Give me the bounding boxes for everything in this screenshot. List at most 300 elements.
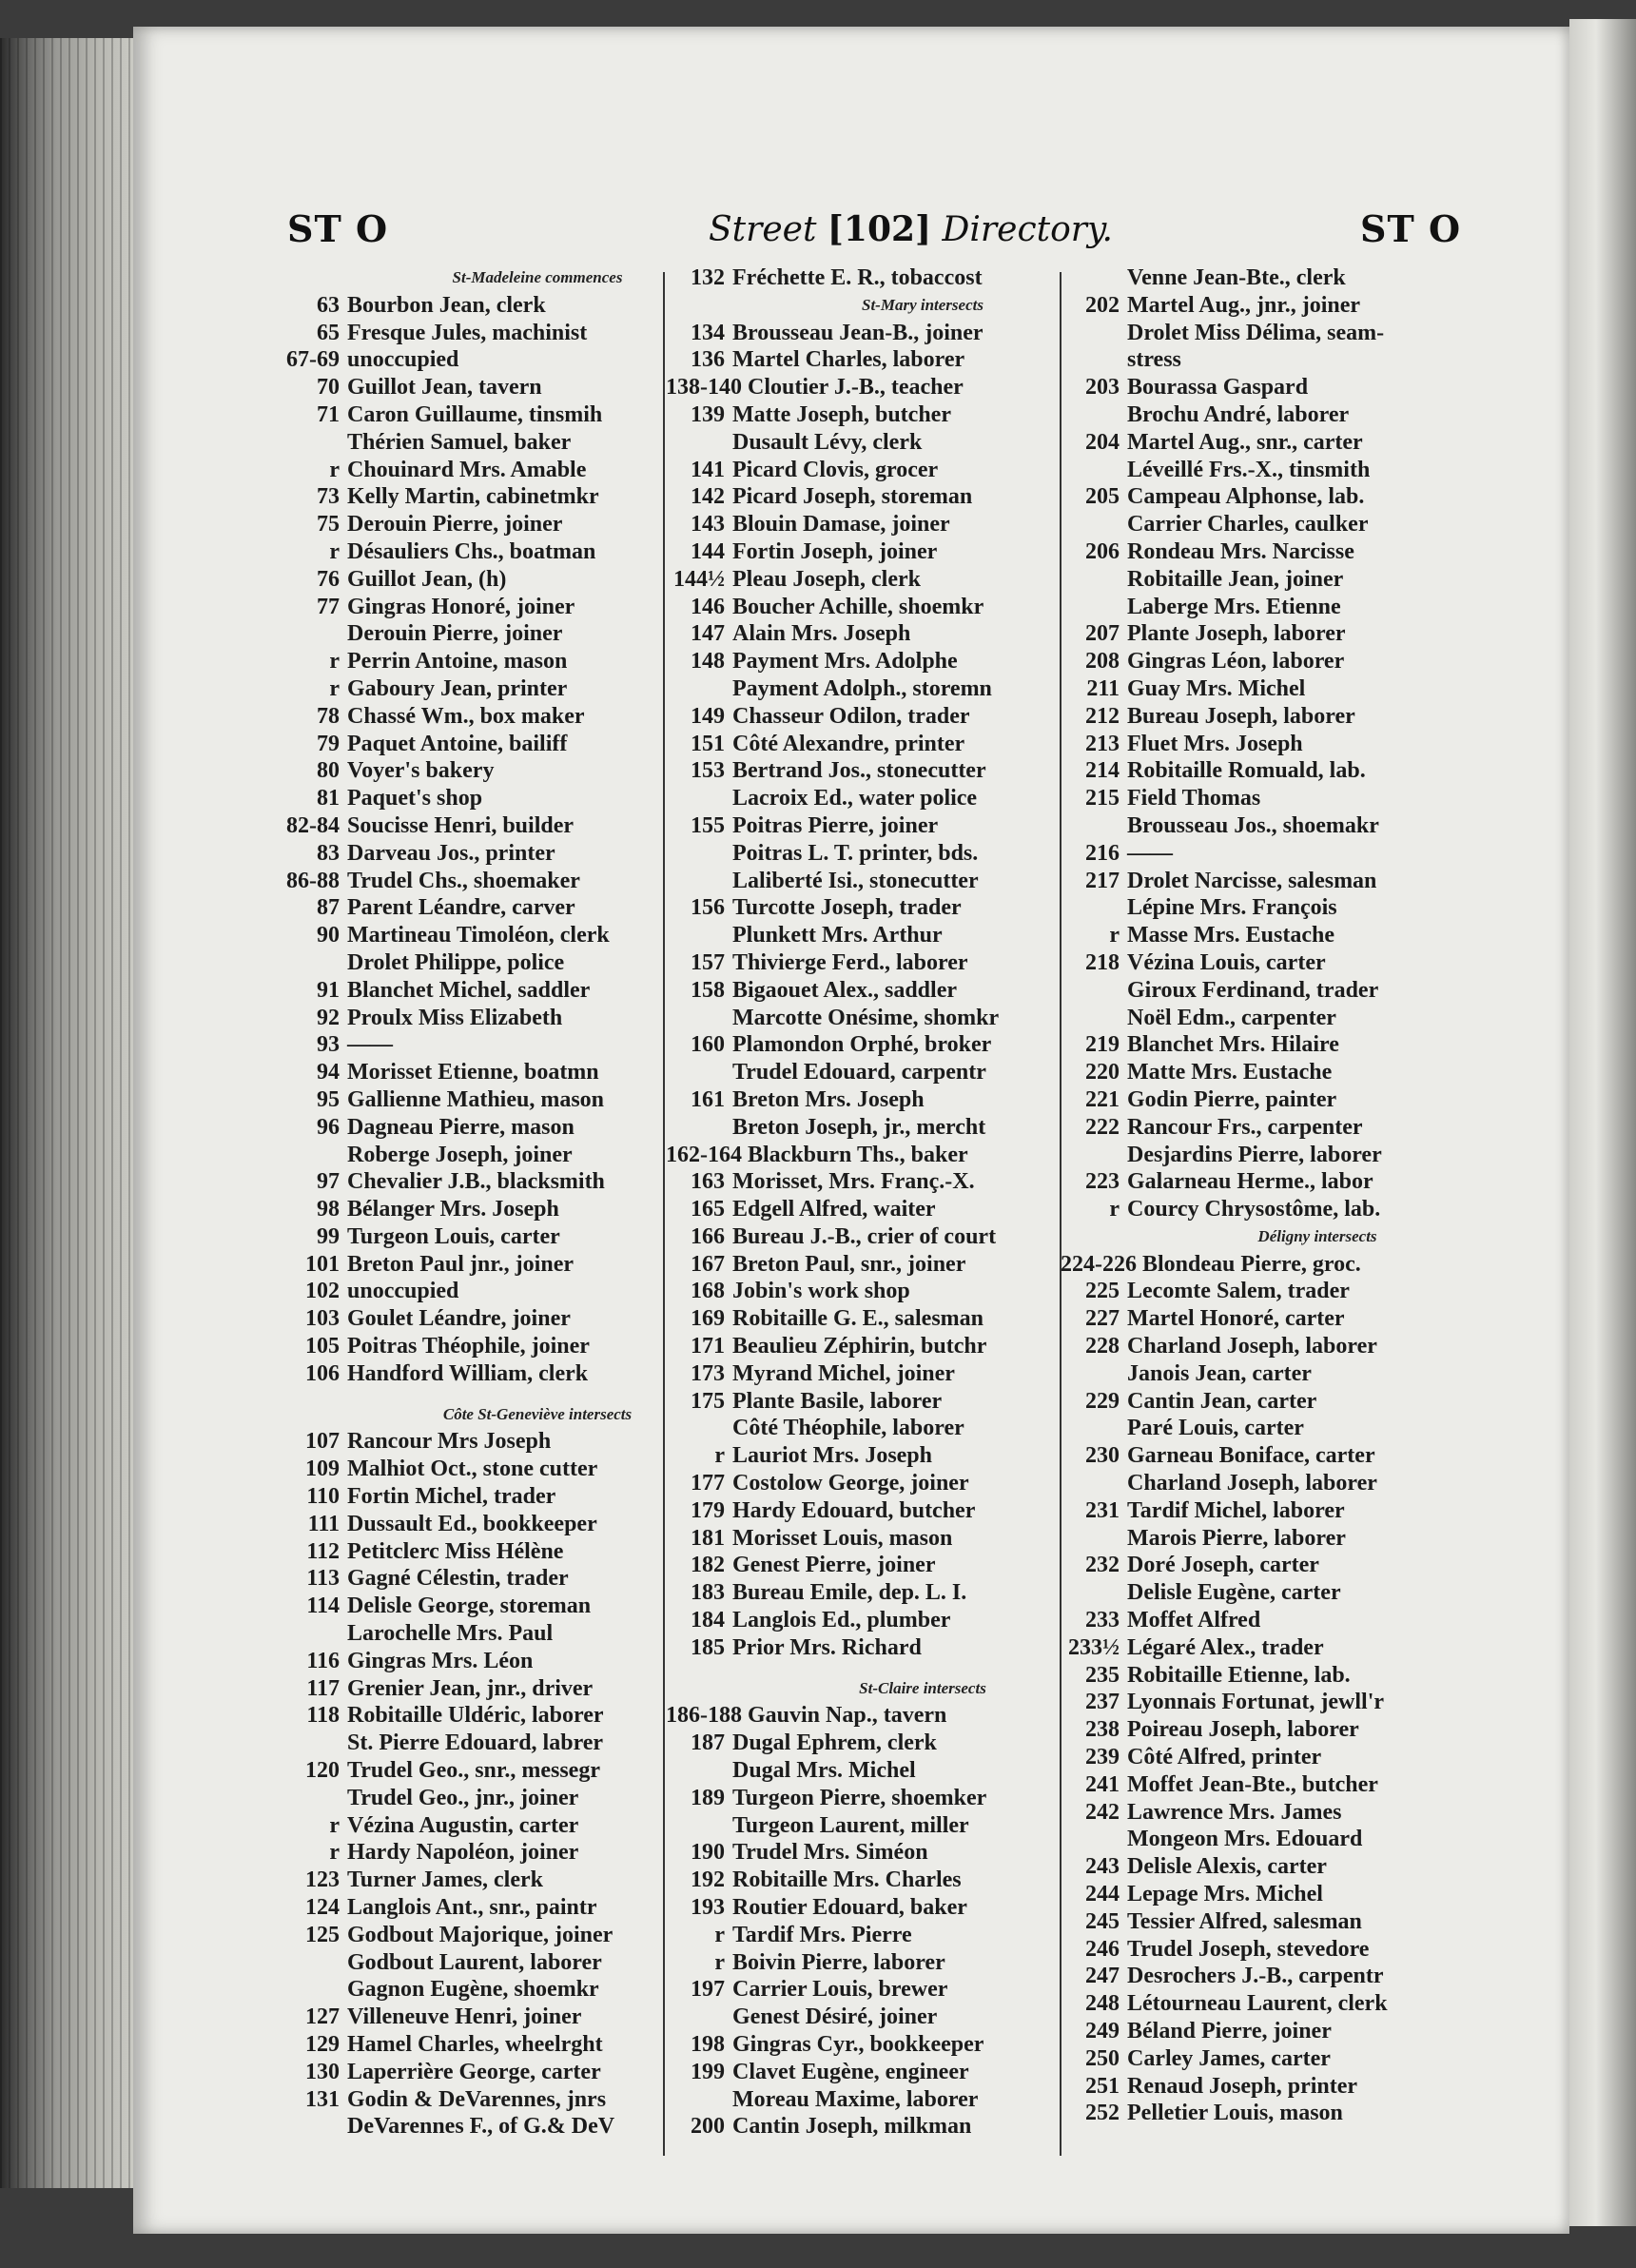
resident-name: Laberge Mrs. Etienne xyxy=(1127,594,1341,619)
resident-name: Guay Mrs. Michel xyxy=(1127,675,1306,701)
resident-name: Petitclerc Miss Hélène xyxy=(347,1538,564,1564)
resident-name: Handford William, clerk xyxy=(347,1360,589,1386)
house-number: 129 xyxy=(305,2032,340,2057)
resident-name: Brochu André, laborer xyxy=(1127,401,1350,427)
house-number: 82-84 xyxy=(286,812,340,838)
resident-name: Hamel Charles, wheelrght xyxy=(347,2032,603,2057)
house-number: 229 xyxy=(1085,1388,1120,1414)
resident-name: Boucher Achille, shoemkr xyxy=(732,594,984,619)
directory-entry xyxy=(1061,1826,1574,1853)
resident-name: —— xyxy=(1127,840,1173,866)
resident-name: Breton Mrs. Joseph xyxy=(732,1086,925,1112)
house-number: 70 xyxy=(317,375,340,401)
resident-name: Routier Edouard, baker xyxy=(732,1895,967,1921)
house-number: 139 xyxy=(691,401,725,427)
house-number: 144 xyxy=(691,538,725,564)
house-number: 218 xyxy=(1085,949,1120,975)
house-number: 241 xyxy=(1085,1771,1120,1797)
house-number: 95 xyxy=(317,1086,340,1112)
house-number: 71 xyxy=(317,401,340,427)
house-number: r xyxy=(714,1922,725,1947)
house-number: 186-188 xyxy=(666,1703,742,1729)
house-number: 193 xyxy=(691,1895,725,1921)
house-number: 144½ xyxy=(673,566,725,592)
resident-name: Delisle George, storeman xyxy=(347,1593,592,1619)
directory-entry xyxy=(1061,538,1574,566)
house-number: 167 xyxy=(691,1251,725,1277)
house-number: 136 xyxy=(691,347,725,373)
resident-name: Lecomte Salem, trader xyxy=(1127,1279,1350,1304)
resident-name: Kelly Martin, cabinetmkr xyxy=(347,484,599,510)
resident-name: Trudel Edouard, carpentr xyxy=(732,1060,986,1085)
house-number: 91 xyxy=(317,977,340,1003)
directory-entry xyxy=(1061,1470,1574,1497)
house-number: 148 xyxy=(691,649,725,675)
resident-name: Hardy Edouard, butcher xyxy=(732,1497,976,1523)
house-number: 161 xyxy=(691,1086,725,1112)
house-number: 227 xyxy=(1085,1306,1120,1332)
resident-name: Desrochers J.-B., carpentr xyxy=(1127,1964,1384,1989)
resident-name: Garneau Boniface, carter xyxy=(1127,1443,1375,1469)
directory-entry xyxy=(1061,1196,1574,1223)
resident-name: Tardif Mrs. Pierre xyxy=(732,1922,912,1947)
directory-entry xyxy=(1061,1442,1574,1470)
resident-name: Légaré Alex., trader xyxy=(1127,1634,1324,1660)
resident-name: Lyonnais Fortunat, jewll'r xyxy=(1127,1690,1385,1715)
house-number: 156 xyxy=(691,895,725,921)
resident-name: Blanchet Michel, saddler xyxy=(347,977,591,1003)
resident-name: Godin Pierre, painter xyxy=(1127,1086,1337,1112)
resident-name: Gagnon Eugène, shoemkr xyxy=(347,1977,599,2003)
house-number: 78 xyxy=(317,703,340,729)
house-number: 127 xyxy=(305,2004,340,2030)
house-number: 217 xyxy=(1085,868,1120,893)
house-number: 169 xyxy=(691,1306,725,1332)
house-number: 147 xyxy=(691,621,725,647)
house-number: 221 xyxy=(1085,1086,1120,1112)
house-number: 183 xyxy=(691,1580,725,1606)
house-number: 79 xyxy=(317,731,340,756)
house-number: 120 xyxy=(305,1758,340,1784)
resident-name: Charland Joseph, laborer xyxy=(1127,1334,1377,1359)
resident-name: Laperrière George, carter xyxy=(347,2059,601,2084)
resident-name: Rancour Frs., carpenter xyxy=(1127,1114,1363,1140)
resident-name: Bertrand Jos., stonecutter xyxy=(732,758,986,784)
resident-name: Voyer's bakery xyxy=(347,758,495,784)
resident-name: Fresque Jules, machinist xyxy=(347,320,588,345)
house-number: 200 xyxy=(691,2114,725,2140)
directory-entry xyxy=(1061,1963,1574,1990)
house-number: 107 xyxy=(305,1429,340,1455)
resident-name: Robitaille Uldéric, laborer xyxy=(347,1703,604,1729)
house-number: 225 xyxy=(1085,1279,1120,1304)
house-number: 90 xyxy=(317,923,340,948)
resident-name: Chassé Wm., box maker xyxy=(347,703,585,729)
resident-name: Trudel Chs., shoemaker xyxy=(347,868,580,893)
directory-entry xyxy=(1061,1936,1574,1964)
resident-name: Guillot Jean, tavern xyxy=(347,375,542,401)
resident-name: Delisle Eugène, carter xyxy=(1127,1580,1341,1606)
house-number: 142 xyxy=(691,484,725,510)
house-number: 198 xyxy=(691,2032,725,2057)
resident-name: Martel Aug., jnr., joiner xyxy=(1127,292,1361,318)
resident-name: Drolet Miss Délima, seam- xyxy=(1127,320,1385,345)
house-number: 158 xyxy=(691,977,725,1003)
resident-name: Gingras Cyr., bookkeeper xyxy=(732,2032,984,2057)
house-number: 113 xyxy=(306,1566,340,1592)
house-number: 220 xyxy=(1085,1060,1120,1085)
house-number: 206 xyxy=(1085,538,1120,564)
book-right-page-edges xyxy=(1569,19,1636,2226)
house-number: r xyxy=(714,1443,725,1469)
house-number: 184 xyxy=(691,1608,725,1633)
house-number: 171 xyxy=(691,1334,725,1359)
resident-name: Bureau J.-B., crier of court xyxy=(732,1223,997,1249)
house-number: 248 xyxy=(1085,1991,1120,2017)
house-number: 233 xyxy=(1085,1608,1120,1633)
house-number: r xyxy=(329,457,340,482)
resident-name: Poireau Joseph, laborer xyxy=(1127,1717,1359,1743)
resident-name: Plante Basile, laborer xyxy=(732,1388,943,1414)
resident-name: Larochelle Mrs. Paul xyxy=(347,1621,554,1647)
resident-name: Blackburn Ths., baker xyxy=(748,1142,968,1167)
resident-name: Bourbon Jean, clerk xyxy=(347,292,546,318)
directory-entry xyxy=(1061,1634,1574,1662)
house-number: 103 xyxy=(305,1306,340,1332)
resident-name: Langlois Ant., snr., paintr xyxy=(347,1895,597,1921)
house-number: 215 xyxy=(1085,786,1120,811)
resident-name: Villeneuve Henri, joiner xyxy=(347,2004,582,2030)
house-number: 179 xyxy=(691,1497,725,1523)
house-number: 238 xyxy=(1085,1717,1120,1743)
directory-entry xyxy=(1061,620,1574,648)
resident-name: Giroux Ferdinand, trader xyxy=(1127,977,1379,1003)
house-number: 151 xyxy=(691,731,725,756)
resident-name: Perrin Antoine, mason xyxy=(347,649,568,675)
resident-name: unoccupied xyxy=(347,347,459,373)
resident-name: Payment Adolph., storemn xyxy=(732,675,992,701)
resident-name: Robitaille Mrs. Charles xyxy=(732,1867,962,1893)
house-number: 81 xyxy=(317,786,340,811)
resident-name: Matte Mrs. Eustache xyxy=(1127,1060,1333,1085)
resident-name: Picard Joseph, storeman xyxy=(732,484,973,510)
house-number: 146 xyxy=(691,594,725,619)
resident-name: Doré Joseph, carter xyxy=(1127,1553,1319,1578)
resident-name: Vézina Augustin, carter xyxy=(347,1812,579,1838)
resident-name: DeVarennes F., of G.& DeV xyxy=(347,2114,615,2140)
resident-name: Goulet Léandre, joiner xyxy=(347,1306,571,1332)
directory-entry xyxy=(1061,1415,1574,1442)
resident-name: Martel Honoré, carter xyxy=(1127,1306,1345,1332)
house-number: 116 xyxy=(306,1648,340,1673)
resident-name: Lauriot Mrs. Joseph xyxy=(732,1443,932,1469)
resident-name: Carrier Charles, caulker xyxy=(1127,512,1369,538)
resident-name: Thivierge Ferd., laborer xyxy=(732,949,968,975)
resident-name: Turgeon Louis, carter xyxy=(347,1223,560,1249)
house-number: 250 xyxy=(1085,2045,1120,2071)
house-number: 101 xyxy=(305,1251,340,1277)
resident-name: Morisset Louis, mason xyxy=(732,1525,953,1551)
resident-name: Poitras L. T. printer, bds. xyxy=(732,840,979,866)
resident-name: Fréchette E. R., tobaccost xyxy=(732,265,983,290)
house-number: 111 xyxy=(307,1511,340,1536)
resident-name: Matte Joseph, butcher xyxy=(732,401,951,427)
house-number: 86-88 xyxy=(286,868,340,893)
directory-entry xyxy=(1061,292,1574,320)
house-number: 249 xyxy=(1085,2019,1120,2043)
directory-entry xyxy=(1061,1114,1574,1142)
house-number: 211 xyxy=(1086,675,1120,701)
house-number: 231 xyxy=(1085,1497,1120,1523)
resident-name: Gingras Honoré, joiner xyxy=(347,594,575,619)
resident-name: Brousseau Jos., shoemakr xyxy=(1127,812,1379,838)
book-left-page-edges xyxy=(0,38,143,2188)
house-number: 94 xyxy=(317,1060,340,1085)
resident-name: Jobin's work shop xyxy=(732,1279,910,1304)
resident-name: Trudel Geo., jnr., joiner xyxy=(347,1785,579,1810)
house-number: 207 xyxy=(1085,621,1120,647)
directory-entry xyxy=(1061,511,1574,538)
title-pre: Street xyxy=(709,210,817,249)
house-number: 213 xyxy=(1085,731,1120,756)
house-number: 109 xyxy=(305,1457,340,1482)
section-heading: Déligny intersects xyxy=(1257,1226,1377,1245)
house-number: 153 xyxy=(691,758,725,784)
directory-entry xyxy=(1061,757,1574,785)
resident-name: Marois Pierre, laborer xyxy=(1127,1525,1346,1551)
house-number: 138-140 xyxy=(666,375,742,401)
directory-entry xyxy=(1061,1771,1574,1799)
house-number: 65 xyxy=(317,320,340,345)
directory-entry xyxy=(1061,1689,1574,1716)
house-number: 189 xyxy=(691,1785,725,1810)
section-heading: St-Madeleine commences xyxy=(452,268,623,286)
directory-entry xyxy=(1061,1497,1574,1525)
resident-name: Langlois Ed., plumber xyxy=(732,1608,951,1633)
directory-page xyxy=(133,27,1569,2234)
house-number: r xyxy=(329,538,340,564)
resident-name: Chasseur Odilon, trader xyxy=(732,703,970,729)
resident-name: Picard Clovis, grocer xyxy=(732,457,939,482)
resident-name: Plunkett Mrs. Arthur xyxy=(732,923,943,948)
directory-entry xyxy=(1061,785,1574,812)
resident-name: Edgell Alfred, waiter xyxy=(732,1197,936,1222)
resident-name: Campeau Alphonse, lab. xyxy=(1127,484,1365,510)
resident-name: Thérien Samuel, baker xyxy=(347,429,572,455)
house-number: r xyxy=(329,1840,340,1866)
house-number: 205 xyxy=(1085,484,1120,510)
resident-name: Paré Louis, carter xyxy=(1127,1416,1304,1441)
directory-entry xyxy=(1061,648,1574,675)
house-number: 199 xyxy=(691,2059,725,2084)
resident-name: Trudel Geo., snr., messegr xyxy=(347,1758,600,1784)
resident-name: Chevalier J.B., blacksmith xyxy=(347,1169,605,1195)
resident-name: Gagné Célestin, trader xyxy=(347,1566,569,1592)
house-number: 114 xyxy=(306,1593,340,1619)
house-number: 219 xyxy=(1085,1032,1120,1058)
house-number: 190 xyxy=(691,1840,725,1866)
resident-name: Poitras Pierre, joiner xyxy=(732,812,939,838)
directory-entry xyxy=(1061,566,1574,594)
resident-name: Guillot Jean, (h) xyxy=(347,566,507,592)
resident-name: Marcotte Onésime, shomkr xyxy=(732,1005,1000,1030)
resident-name: Godbout Majorique, joiner xyxy=(347,1922,614,1947)
resident-name: Dusault Lévy, clerk xyxy=(732,429,923,455)
house-number: 132 xyxy=(691,265,725,290)
house-number: 131 xyxy=(305,2086,340,2112)
directory-entry xyxy=(1061,1853,1574,1881)
resident-name: Genest Pierre, joiner xyxy=(732,1553,936,1578)
resident-name: Breton Paul jnr., joiner xyxy=(347,1251,574,1277)
directory-entry xyxy=(1061,868,1574,895)
house-number: r xyxy=(1109,923,1120,948)
resident-name: Paquet's shop xyxy=(347,786,483,811)
resident-name: Janois Jean, carter xyxy=(1127,1360,1312,1386)
resident-name: Payment Mrs. Adolphe xyxy=(732,649,958,675)
house-number: 202 xyxy=(1085,292,1120,318)
resident-name: Lawrence Mrs. James xyxy=(1127,1799,1342,1825)
house-number: 181 xyxy=(691,1525,725,1551)
resident-name: Gingras Mrs. Léon xyxy=(347,1648,534,1673)
resident-name: Turner James, clerk xyxy=(347,1867,543,1893)
resident-name: Drolet Philippe, police xyxy=(347,949,565,975)
resident-name: Robitaille Etienne, lab. xyxy=(1127,1662,1351,1688)
house-number: r xyxy=(714,1949,725,1975)
house-number: 112 xyxy=(306,1538,340,1564)
directory-entry xyxy=(1061,1031,1574,1059)
resident-name: Bureau Emile, dep. L. I. xyxy=(732,1580,967,1606)
directory-entry xyxy=(1061,977,1574,1005)
resident-name: Fluet Mrs. Joseph xyxy=(1127,731,1303,756)
house-number: 92 xyxy=(317,1005,340,1030)
directory-entry xyxy=(1061,1662,1574,1690)
resident-name: Dugal Mrs. Michel xyxy=(732,1758,916,1784)
directory-entry xyxy=(1061,2045,1574,2073)
house-number: 96 xyxy=(317,1114,340,1140)
directory-entry xyxy=(1061,1333,1574,1360)
resident-name: Côté Alfred, printer xyxy=(1127,1745,1322,1770)
house-number: 141 xyxy=(691,457,725,482)
house-number: 63 xyxy=(317,292,340,318)
house-number: 102 xyxy=(305,1279,340,1304)
directory-entry xyxy=(1061,1251,1574,1279)
house-number: 232 xyxy=(1085,1553,1120,1578)
house-number: 93 xyxy=(317,1032,340,1058)
resident-name: Cloutier J.-B., teacher xyxy=(748,375,964,401)
house-number: r xyxy=(1109,1197,1120,1222)
directory-entry xyxy=(1061,374,1574,401)
house-number: r xyxy=(329,675,340,701)
house-number: 243 xyxy=(1085,1854,1120,1880)
resident-name: Bourassa Gaspard xyxy=(1127,375,1309,401)
resident-name: Désauliers Chs., boatman xyxy=(347,538,596,564)
resident-name: Rancour Mrs Joseph xyxy=(347,1429,552,1455)
house-number: 118 xyxy=(306,1703,340,1729)
house-number: 160 xyxy=(691,1032,725,1058)
directory-entry xyxy=(1061,1881,1574,1908)
directory-entry xyxy=(1061,1716,1574,1744)
directory-entry xyxy=(1061,2018,1574,2045)
directory-entry xyxy=(1061,703,1574,731)
house-number: 244 xyxy=(1085,1882,1120,1907)
resident-name: Carrier Louis, brewer xyxy=(732,1977,948,2003)
house-number: 157 xyxy=(691,949,725,975)
resident-name: Renaud Joseph, printer xyxy=(1127,2073,1358,2099)
resident-name: Breton Paul, snr., joiner xyxy=(732,1251,966,1277)
section-heading: St-Mary intersects xyxy=(862,295,984,314)
directory-entry xyxy=(1061,949,1574,977)
resident-name: Masse Mrs. Eustache xyxy=(1127,923,1334,948)
resident-name: Robitaille Jean, joiner xyxy=(1127,566,1344,592)
resident-name: Delisle Alexis, carter xyxy=(1127,1854,1327,1880)
house-number: 203 xyxy=(1085,375,1120,401)
directory-entry xyxy=(1061,894,1574,922)
resident-name: Lépine Mrs. François xyxy=(1127,895,1337,921)
resident-name: Côté Alexandre, printer xyxy=(732,731,965,756)
house-number: 105 xyxy=(305,1334,340,1359)
house-number: 222 xyxy=(1085,1114,1120,1140)
resident-name: Blouin Damase, joiner xyxy=(732,512,950,538)
resident-name: Carley James, carter xyxy=(1127,2045,1331,2071)
house-number: 168 xyxy=(691,1279,725,1304)
house-number: 230 xyxy=(1085,1443,1120,1469)
house-number: 187 xyxy=(691,1730,725,1756)
resident-name: Béland Pierre, joiner xyxy=(1127,2019,1332,2043)
directory-entry xyxy=(1061,1305,1574,1333)
resident-name: Lepage Mrs. Michel xyxy=(1127,1882,1323,1907)
house-number: 110 xyxy=(306,1484,340,1510)
resident-name: Trudel Mrs. Siméon xyxy=(732,1840,928,1866)
page-number: [102] xyxy=(827,209,932,249)
directory-entry xyxy=(1061,1744,1574,1771)
resident-name: Prior Mrs. Richard xyxy=(732,1634,922,1660)
resident-name: —— xyxy=(347,1032,393,1058)
resident-name: Charland Joseph, laborer xyxy=(1127,1471,1377,1496)
house-number: 216 xyxy=(1085,840,1120,866)
house-number: 106 xyxy=(305,1360,340,1386)
house-number: 204 xyxy=(1085,429,1120,455)
resident-name: Courcy Chrysostôme, lab. xyxy=(1127,1197,1381,1222)
resident-name: Rondeau Mrs. Narcisse xyxy=(1127,538,1354,564)
resident-name: Myrand Michel, joiner xyxy=(732,1360,955,1386)
house-number: 125 xyxy=(305,1922,340,1947)
resident-name: Tardif Michel, laborer xyxy=(1127,1497,1345,1523)
house-number: 98 xyxy=(317,1197,340,1222)
resident-name: Poitras Théophile, joiner xyxy=(347,1334,590,1359)
resident-name: Roberge Joseph, joiner xyxy=(347,1142,573,1167)
house-number: 252 xyxy=(1085,2101,1120,2126)
resident-name: Pelletier Louis, mason xyxy=(1127,2101,1343,2126)
resident-name: Létourneau Laurent, clerk xyxy=(1127,1991,1388,2017)
resident-name: Trudel Joseph, stevedore xyxy=(1127,1936,1370,1962)
directory-entry xyxy=(1061,483,1574,511)
resident-name: Gingras Léon, laborer xyxy=(1127,649,1345,675)
directory-entry xyxy=(1061,2100,1574,2127)
resident-name: Noël Edm., carpenter xyxy=(1127,1005,1336,1030)
house-number: 162-164 xyxy=(666,1142,742,1167)
directory-entry xyxy=(1061,675,1574,703)
directory-entry xyxy=(1061,1990,1574,2018)
resident-name: Laliberté Isi., stonecutter xyxy=(732,868,979,893)
house-number: 197 xyxy=(691,1977,725,2003)
directory-entry xyxy=(1061,320,1574,347)
house-number: r xyxy=(329,1812,340,1838)
resident-name: Boivin Pierre, laborer xyxy=(732,1949,945,1975)
resident-name: Gauvin Nap., tavern xyxy=(748,1703,947,1729)
resident-name: Proulx Miss Elizabeth xyxy=(347,1005,563,1030)
house-number: 251 xyxy=(1085,2073,1120,2099)
resident-name: Beaulieu Zéphirin, butchr xyxy=(732,1334,987,1359)
